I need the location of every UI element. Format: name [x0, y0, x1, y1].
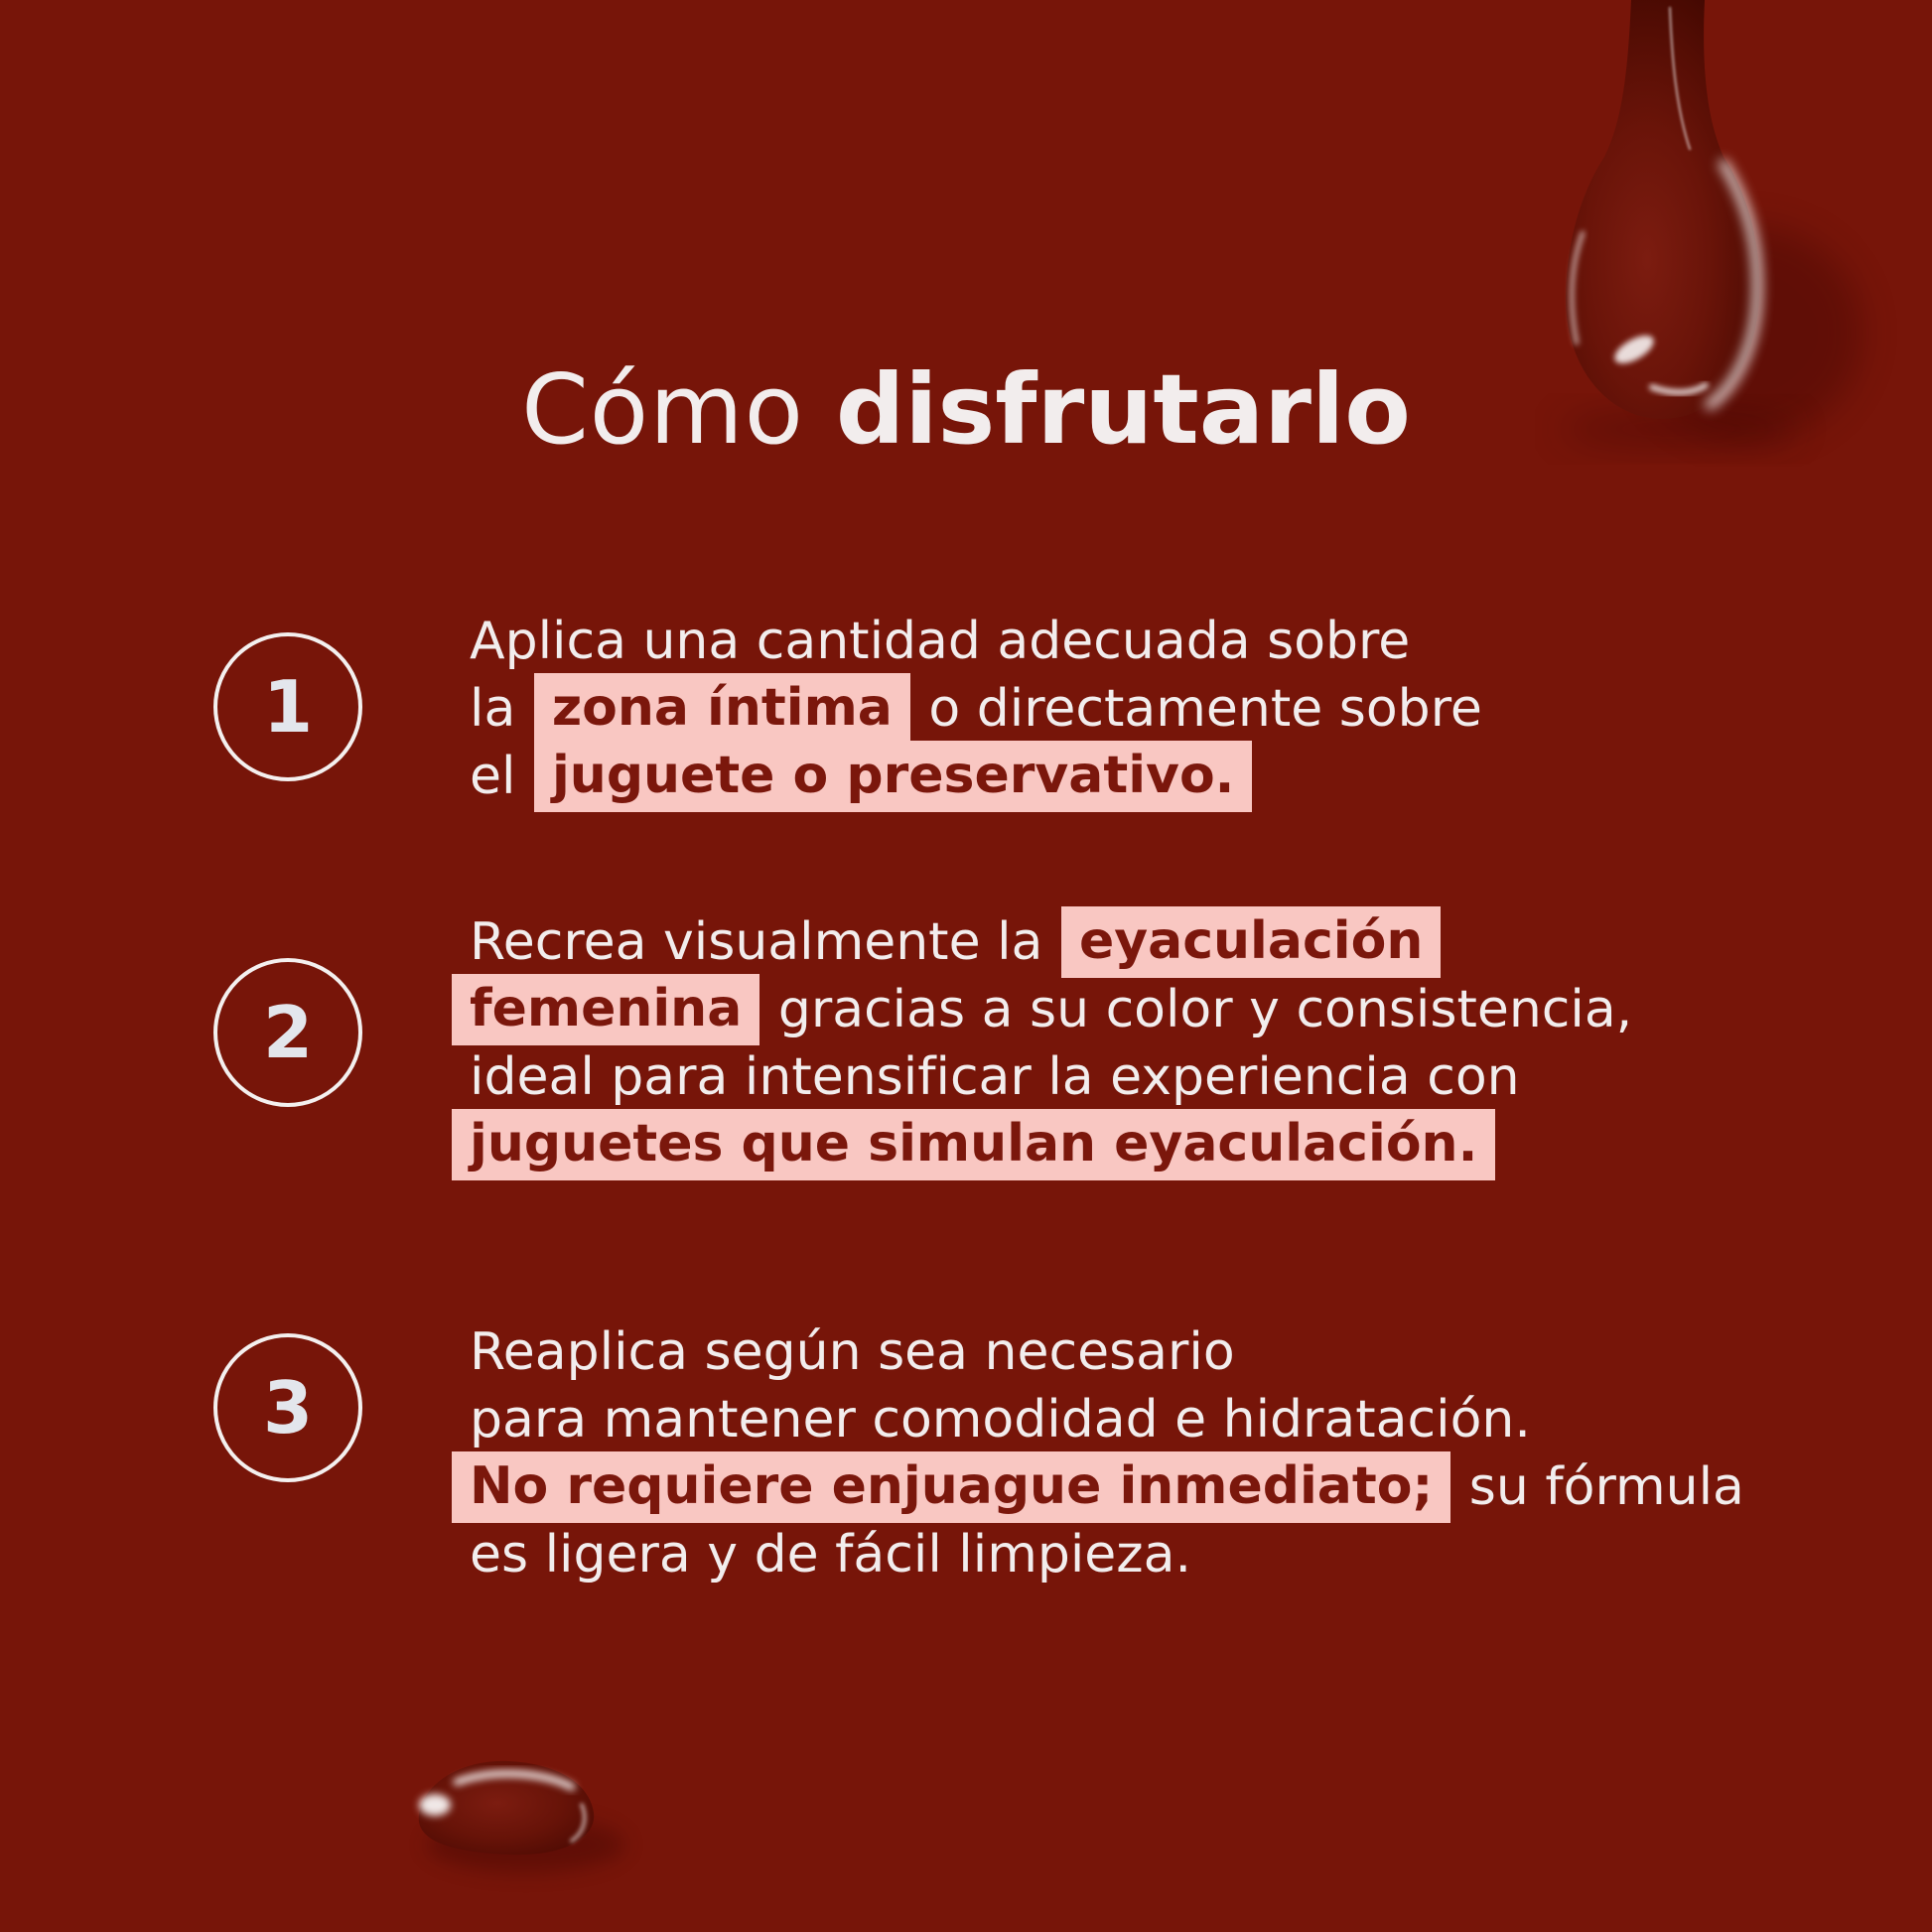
step-number-badge [213, 632, 362, 781]
text-segment: Reaplica según sea necesario [470, 1322, 1235, 1382]
step-text [470, 608, 1482, 810]
step-line [470, 1521, 1744, 1588]
step-line [470, 1386, 1744, 1453]
step-line [470, 1453, 1744, 1521]
step-item [262, 1318, 1744, 1588]
step-text [470, 908, 1632, 1178]
droplet-blob-icon [387, 1737, 665, 1906]
text-segment: la [470, 679, 532, 739]
highlight-segment: femenina [452, 974, 759, 1045]
step-line [470, 608, 1482, 675]
text-segment: el [470, 747, 532, 806]
text-segment: su fórmula [1452, 1457, 1744, 1517]
page-title-light: Cómo [521, 353, 836, 466]
step-line [470, 743, 1482, 810]
step-number-badge [213, 1333, 362, 1482]
page-title-bold: disfrutarlo [835, 353, 1411, 466]
step-number: 2 [262, 991, 314, 1074]
text-segment: Recrea visualmente la [470, 912, 1059, 972]
step-text [470, 1318, 1744, 1588]
text-segment: es ligera y de fácil limpieza. [470, 1525, 1191, 1585]
step-line [470, 1111, 1632, 1178]
step-item [262, 908, 1633, 1178]
highlight-segment: juguetes que simulan eyaculación. [452, 1109, 1495, 1180]
highlight-segment: No requiere enjuague inmediato; [452, 1451, 1450, 1523]
step-line [470, 675, 1482, 743]
text-segment: Aplica una cantidad adecuada sobre [470, 612, 1411, 671]
highlight-segment: juguete o preservativo. [534, 741, 1252, 812]
text-segment: o directamente sobre [911, 679, 1482, 739]
step-line [470, 1318, 1744, 1386]
text-segment: gracias a su color y consistencia, [761, 980, 1633, 1039]
highlight-segment: zona íntima [534, 673, 910, 745]
step-line [470, 908, 1632, 976]
step-number: 1 [262, 665, 314, 749]
highlight-segment: eyaculación [1061, 906, 1441, 978]
step-item [262, 608, 1482, 810]
step-number-badge [213, 958, 362, 1107]
step-line [470, 976, 1632, 1043]
step-number: 3 [262, 1366, 314, 1449]
page-title [0, 353, 1932, 466]
step-line [470, 1043, 1632, 1111]
text-segment: para mantener comodidad e hidratación. [470, 1390, 1531, 1449]
text-segment: ideal para intensificar la experiencia con [470, 1047, 1520, 1107]
